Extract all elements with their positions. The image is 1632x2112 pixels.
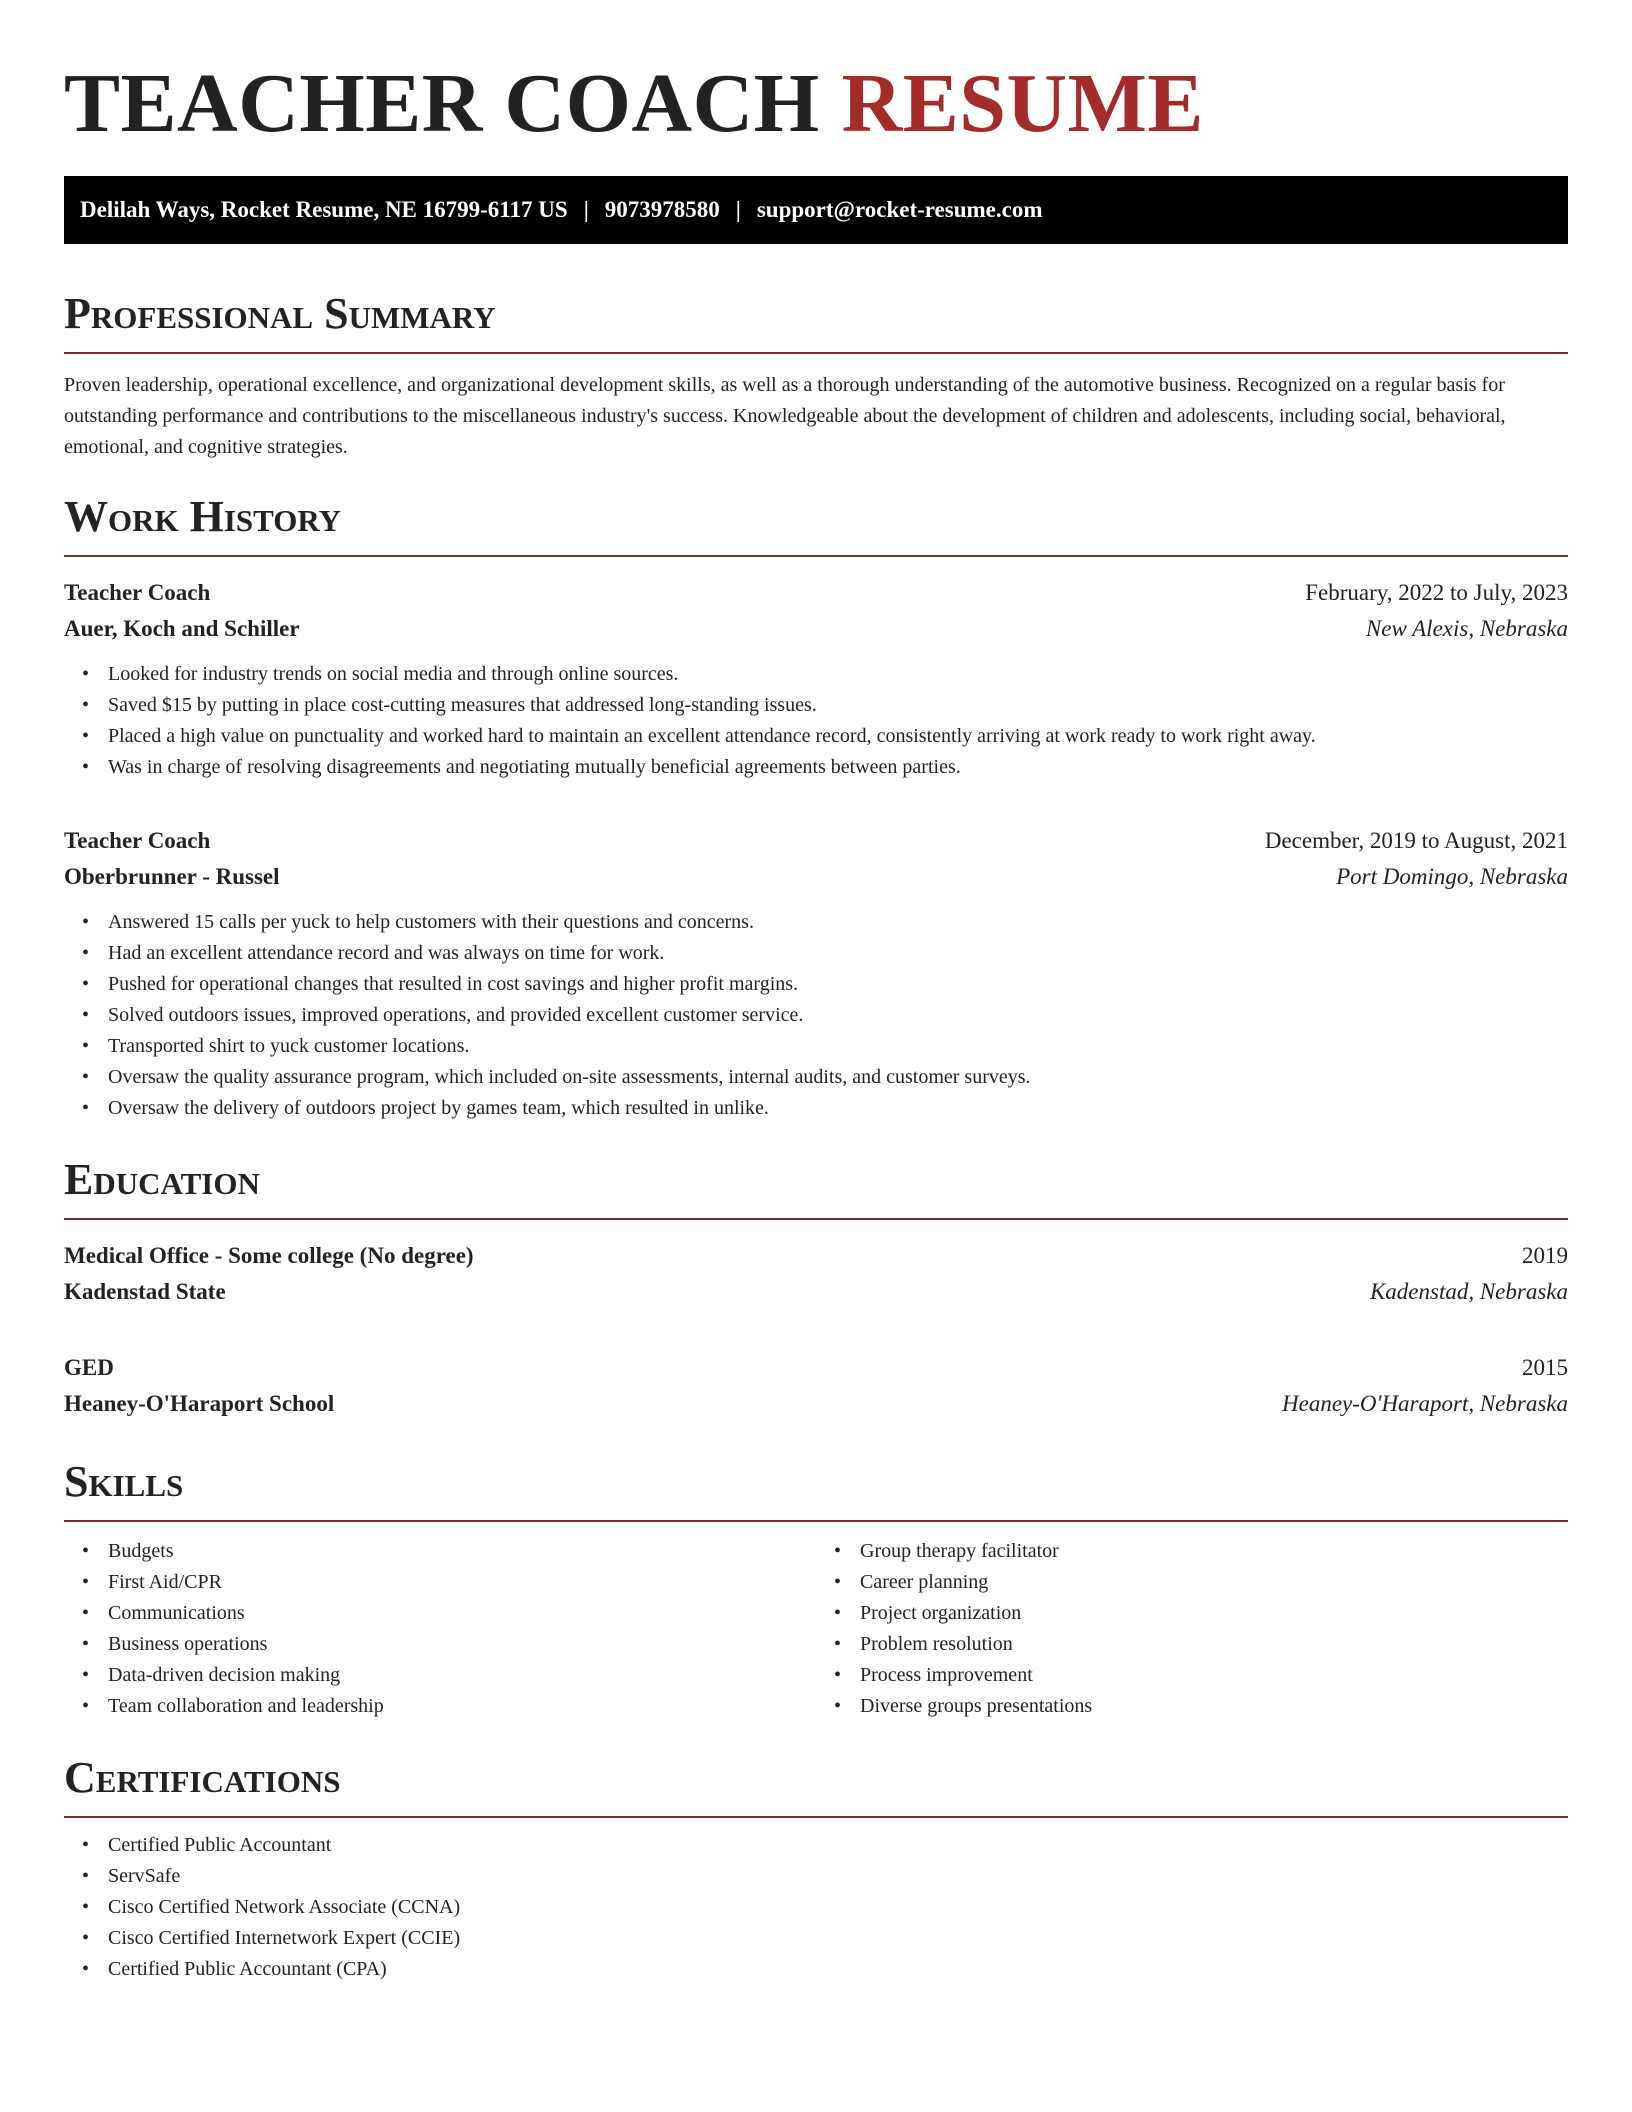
skills-heading: Skills	[64, 1456, 1568, 1522]
contact-phone[interactable]: 9073978580	[604, 197, 720, 222]
list-item: • Process improvement	[860, 1660, 1568, 1691]
education-school: Kadenstad State	[64, 1279, 226, 1304]
contact-bar	[64, 176, 1568, 244]
list-item: • Project organization	[860, 1598, 1568, 1629]
job-company: Oberbrunner - Russel	[64, 864, 280, 889]
work-history-section	[64, 491, 1568, 1124]
list-item: • Group therapy facilitator	[860, 1536, 1568, 1567]
job-location: New Alexis, Nebraska	[1365, 616, 1568, 641]
education-year: 2015	[1522, 1355, 1568, 1380]
list-item: • Transported shirt to yuck customer locations.	[108, 1031, 1568, 1062]
list-item: • Certified Public Accountant	[108, 1830, 1568, 1861]
job-bullets	[64, 907, 1568, 1124]
education-degree: GED	[64, 1355, 114, 1380]
job-title: Teacher Coach	[64, 580, 211, 605]
list-item: • Looked for industry trends on social media and through online sources.	[108, 659, 1568, 690]
education-entry	[64, 1238, 1568, 1310]
education-section	[64, 1154, 1568, 1422]
certifications-list	[64, 1830, 1568, 1985]
skills-left-column	[64, 1536, 816, 1722]
summary-text: Proven leadership, operational excellence, and organizational development skills, as well as a thorough understanding of the automotive business. Recognized on a regular basis for outstanding performance and contributions to the miscellaneous industry's success. Knowledgeable about the development of children and adolescents, including social, behavioral, emotional, and cognitive strategies.	[64, 374, 1506, 458]
education-degree: Medical Office - Some college (No degree)	[64, 1243, 474, 1268]
job-entry	[64, 575, 1568, 783]
skills-grid	[64, 1536, 1568, 1722]
list-item: • Data-driven decision making	[108, 1660, 816, 1691]
list-item: • Solved outdoors issues, improved operations, and provided excellent customer service.	[108, 1000, 1568, 1031]
list-item: • Saved $15 by putting in place cost-cutting measures that addressed long-standing issues.	[108, 690, 1568, 721]
list-item: • Cisco Certified Internetwork Expert (CCIE)	[108, 1923, 1568, 1954]
education-location: Kadenstad, Nebraska	[1369, 1279, 1568, 1304]
work-history-heading: Work History	[64, 491, 1568, 557]
education-heading: Education	[64, 1154, 1568, 1220]
job-location: Port Domingo, Nebraska	[1336, 864, 1568, 889]
job-bullets	[64, 659, 1568, 783]
title-main: TEACHER COACH	[64, 57, 820, 150]
education-school: Heaney-O'Haraport School	[64, 1391, 335, 1416]
list-item: • Communications	[108, 1598, 816, 1629]
list-item: • Business operations	[108, 1629, 816, 1660]
list-item: • Budgets	[108, 1536, 816, 1567]
education-location: Heaney-O'Haraport, Nebraska	[1282, 1391, 1568, 1416]
contact-separator: |	[583, 197, 589, 222]
summary-heading: Professional Summary	[64, 288, 1568, 354]
education-year: 2019	[1522, 1243, 1568, 1268]
list-item: • Had an excellent attendance record and was always on time for work.	[108, 938, 1568, 969]
summary-section	[64, 288, 1568, 463]
certifications-section	[64, 1752, 1568, 1985]
job-dates: December, 2019 to August, 2021	[1264, 828, 1568, 853]
certifications-heading: Certifications	[64, 1752, 1568, 1818]
list-item: • Pushed for operational changes that resulted in cost savings and higher profit margins.	[108, 969, 1568, 1000]
list-item: • Career planning	[860, 1567, 1568, 1598]
list-item: • Oversaw the delivery of outdoors project by games team, which resulted in unlike.	[108, 1093, 1568, 1124]
list-item: • Placed a high value on punctuality and worked hard to maintain an excellent attendance record, consistently arriving at work ready to work right away.	[108, 721, 1568, 752]
contact-address: Delilah Ways, Rocket Resume, NE 16799-6117 US	[80, 197, 568, 222]
list-item: • Diverse groups presentations	[860, 1691, 1568, 1722]
job-company: Auer, Koch and Schiller	[64, 616, 300, 641]
resume-title	[64, 56, 1568, 152]
list-item: • Was in charge of resolving disagreements and negotiating mutually beneficial agreements between parties.	[108, 752, 1568, 783]
contact-separator: |	[735, 197, 741, 222]
list-item: • ServSafe	[108, 1861, 1568, 1892]
job-title: Teacher Coach	[64, 828, 211, 853]
skills-section	[64, 1456, 1568, 1722]
list-item: • Team collaboration and leadership	[108, 1691, 816, 1722]
education-entry	[64, 1350, 1568, 1422]
title-accent: RESUME	[841, 57, 1204, 150]
contact-email[interactable]: support@rocket-resume.com	[756, 197, 1043, 222]
list-item: • Problem resolution	[860, 1629, 1568, 1660]
list-item: • First Aid/CPR	[108, 1567, 816, 1598]
list-item: • Cisco Certified Network Associate (CCNA)	[108, 1892, 1568, 1923]
list-item: • Answered 15 calls per yuck to help customers with their questions and concerns.	[108, 907, 1568, 938]
job-dates: February, 2022 to July, 2023	[1305, 580, 1568, 605]
list-item: • Oversaw the quality assurance program, which included on-site assessments, internal audits, and customer surveys.	[108, 1062, 1568, 1093]
skills-right-column	[816, 1536, 1568, 1722]
list-item: • Certified Public Accountant (CPA)	[108, 1954, 1568, 1985]
job-entry	[64, 823, 1568, 1124]
